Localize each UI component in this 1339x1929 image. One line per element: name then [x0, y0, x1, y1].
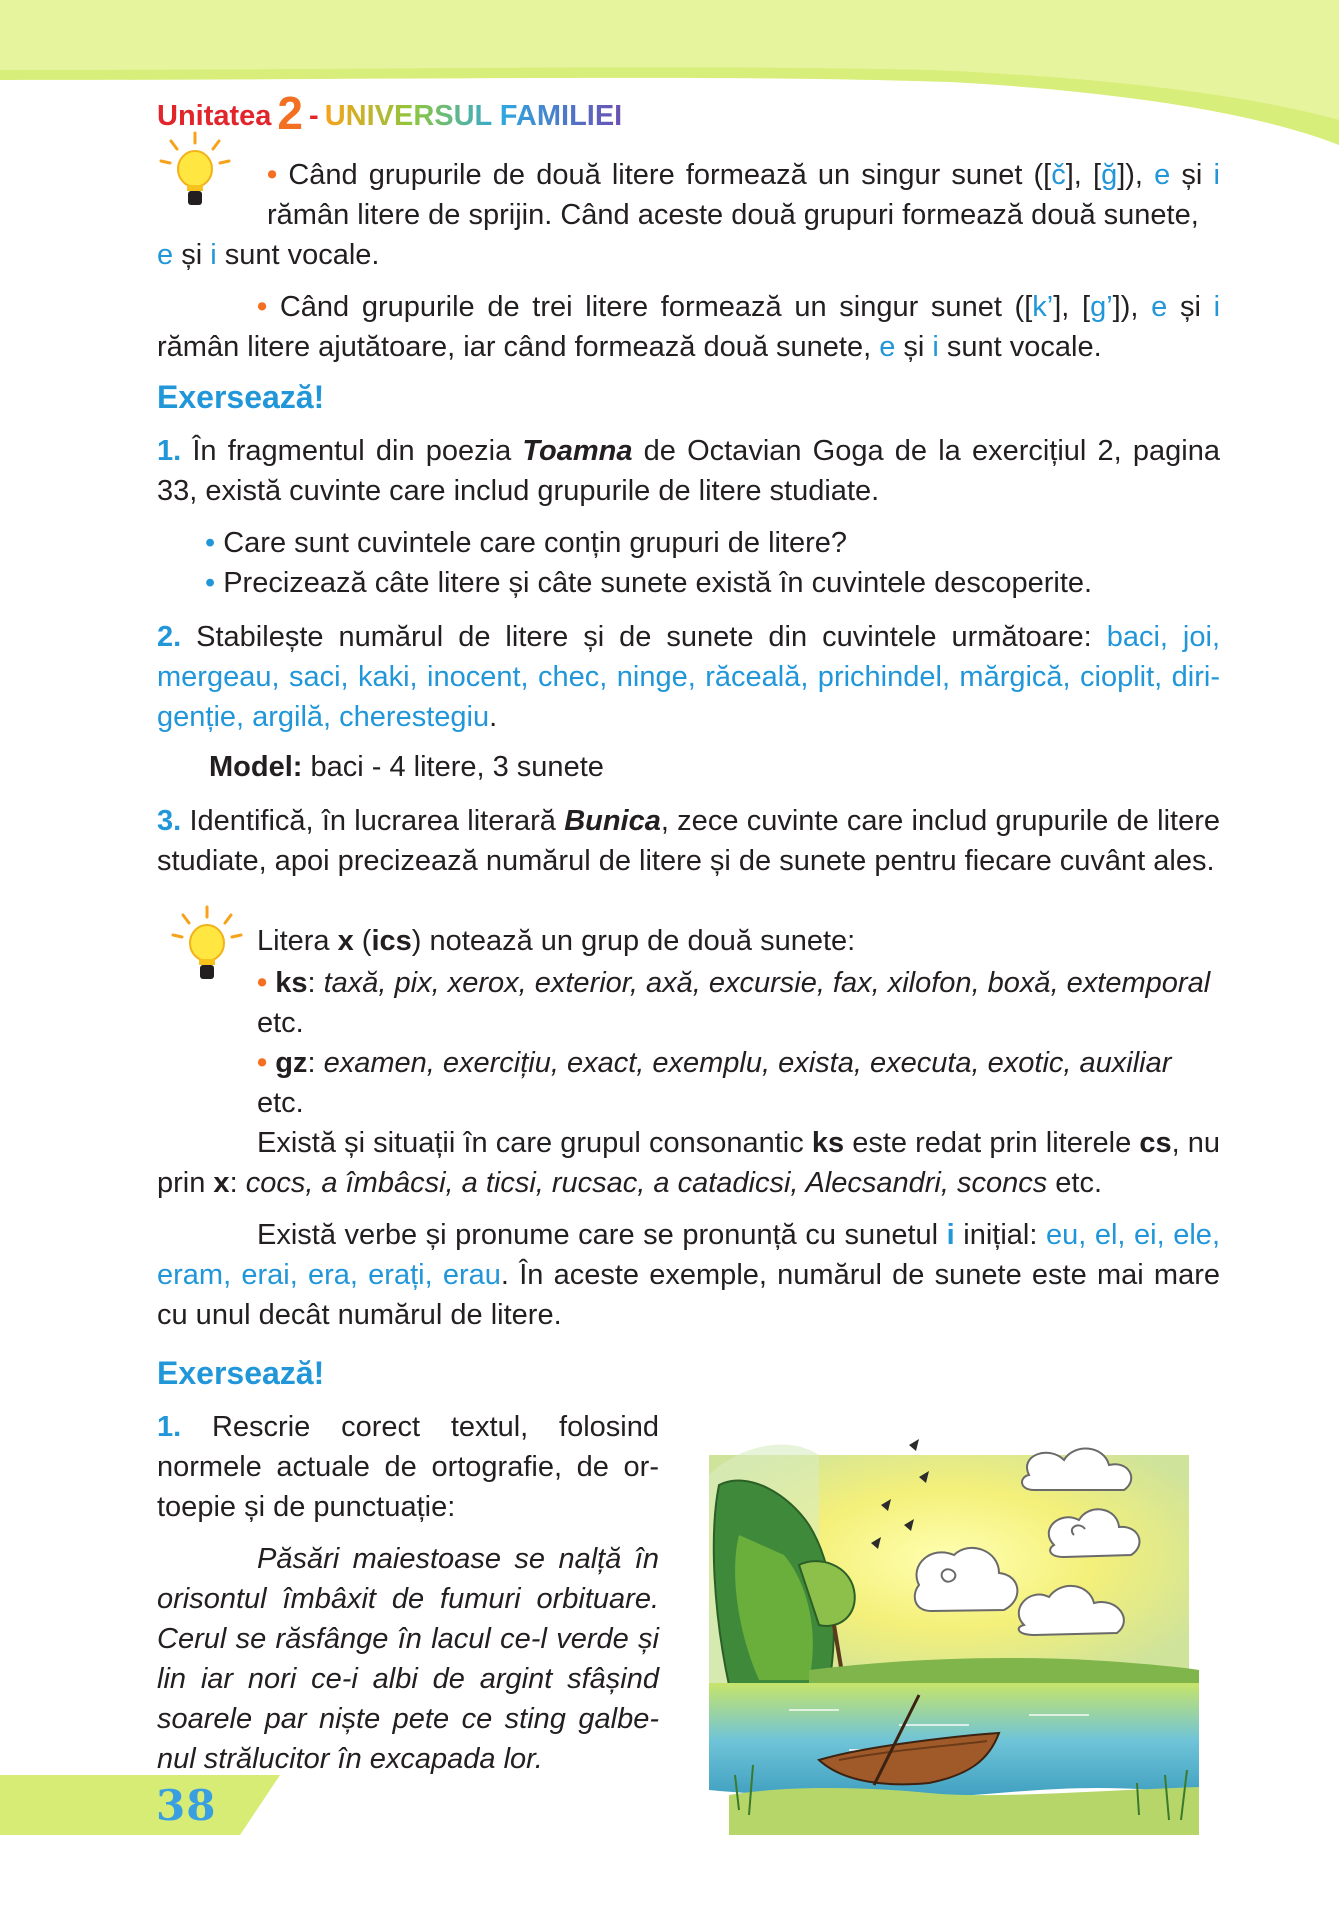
- exercise1-item2: 2. Stabilește numărul de litere și de sunete din cuvintele următoare: baci, joi, mergeau, saci, kaki, inocent, chec, ninge, răceală, prichindel, mărgică, cioplit, diri-genție, argilă, cherestegiu.: [157, 621, 1220, 733]
- tip-block-letter-groups: [157, 155, 1220, 367]
- exercise-heading: Exersează!: [157, 1355, 325, 1391]
- tip2-gz-line: • gz: examen, exercițiu, exact, exemplu, exista, executa, exotic, auxiliar etc.: [257, 1047, 1172, 1119]
- exercise1-item3: 3. Identifică, în lucrarea literară Bunica, zece cuvinte care includ grupurile de litere studiate, apoi precizează numărul de litere și de sunete pentru fiecare cuvânt ales.: [157, 805, 1220, 877]
- tip2-ks-line: • ks: taxă, pix, xerox, exterior, axă, excursie, fax, xilofon, boxă, extemporal etc.: [257, 967, 1211, 1039]
- exercise1-sub-list: [157, 523, 1220, 603]
- tip2-cs-paragraph: Există și situații în care grupul consonantic ks este redat prin literele cs, nu prin x: cocs, a îmbâcsi, a ticsi, rucsac, a catadicsi, Alecsandri, sconcs etc.: [157, 1127, 1220, 1199]
- unit-header: [157, 82, 623, 139]
- header-dash: -: [309, 100, 319, 132]
- tip1-paragraph1: • Când grupurile de două litere formează un singur sunet ([č], [ğ]), e și i rămân litere de sprijin. Când aceste două grupuri formează două sunete,: [267, 159, 1220, 231]
- list-item: • Precizează câte litere și câte sunete există în cuvintele descoperite.: [205, 567, 1093, 599]
- list-item: • Care sunt cuvintele care conțin grupuri de litere?: [205, 527, 848, 559]
- page-number: 38: [156, 1781, 217, 1830]
- exercise2-block: [157, 1407, 1220, 1779]
- page-content: [157, 155, 1220, 1779]
- tip1-paragraph2: • Când grupurile de trei litere formează un singur sunet ([k’], [g’]), e și i rămân litere ajutătoare, iar când formează două sunete, e și i sunt vocale.: [157, 291, 1221, 363]
- tip-block-letter-x: [157, 921, 1220, 1335]
- unit-number: 2: [277, 87, 304, 139]
- model-example: Model: baci - 4 litere, 3 sunete: [209, 751, 604, 783]
- lightbulb-icon: [155, 131, 235, 211]
- unit-title: UNIVERSUL FAMILIEI: [324, 100, 623, 132]
- exercise1-item1: 1. În fragmentul din poezia Toamna de Octavian Goga de la exercițiul 2, pagina 33, există cuvinte care includ grupurile de litere studiate.: [157, 435, 1220, 507]
- unit-word: Unitatea: [157, 100, 272, 132]
- exercise2-quote: Păsări maiestoase se nalță în orisontul îmbâxit de fumuri orbituare. Cerul se răsfânge în lacul ce-l verde și lin iar nori ce-i albi de argint sfâșind soarele par niște pete ce sting galbe-nul strălucitor în excapada lor.: [157, 1543, 659, 1775]
- tip2-intro: Litera x (ics) notează un grup de două sunete:: [257, 925, 856, 957]
- page-number-band: [0, 1775, 280, 1835]
- lake-landscape-illustration: [669, 1415, 1217, 1835]
- exercise-heading: Exersează!: [157, 379, 325, 415]
- tip1-paragraph1-end: e și i sunt vocale.: [157, 239, 380, 271]
- exercise2-item1: 1. Rescrie corect textul, folosind normele actuale de ortografie, de or-toepie și de punctuație:: [157, 1411, 659, 1523]
- lightbulb-icon: [167, 905, 247, 985]
- tip2-verbs-paragraph: Există verbe și pronume care se pronunță cu sunetul i inițial: eu, el, ei, ele, eram, erai, era, erați, erau. În aceste exemple, numărul de sunete este mai mare cu unul decât numărul de litere.: [157, 1219, 1220, 1331]
